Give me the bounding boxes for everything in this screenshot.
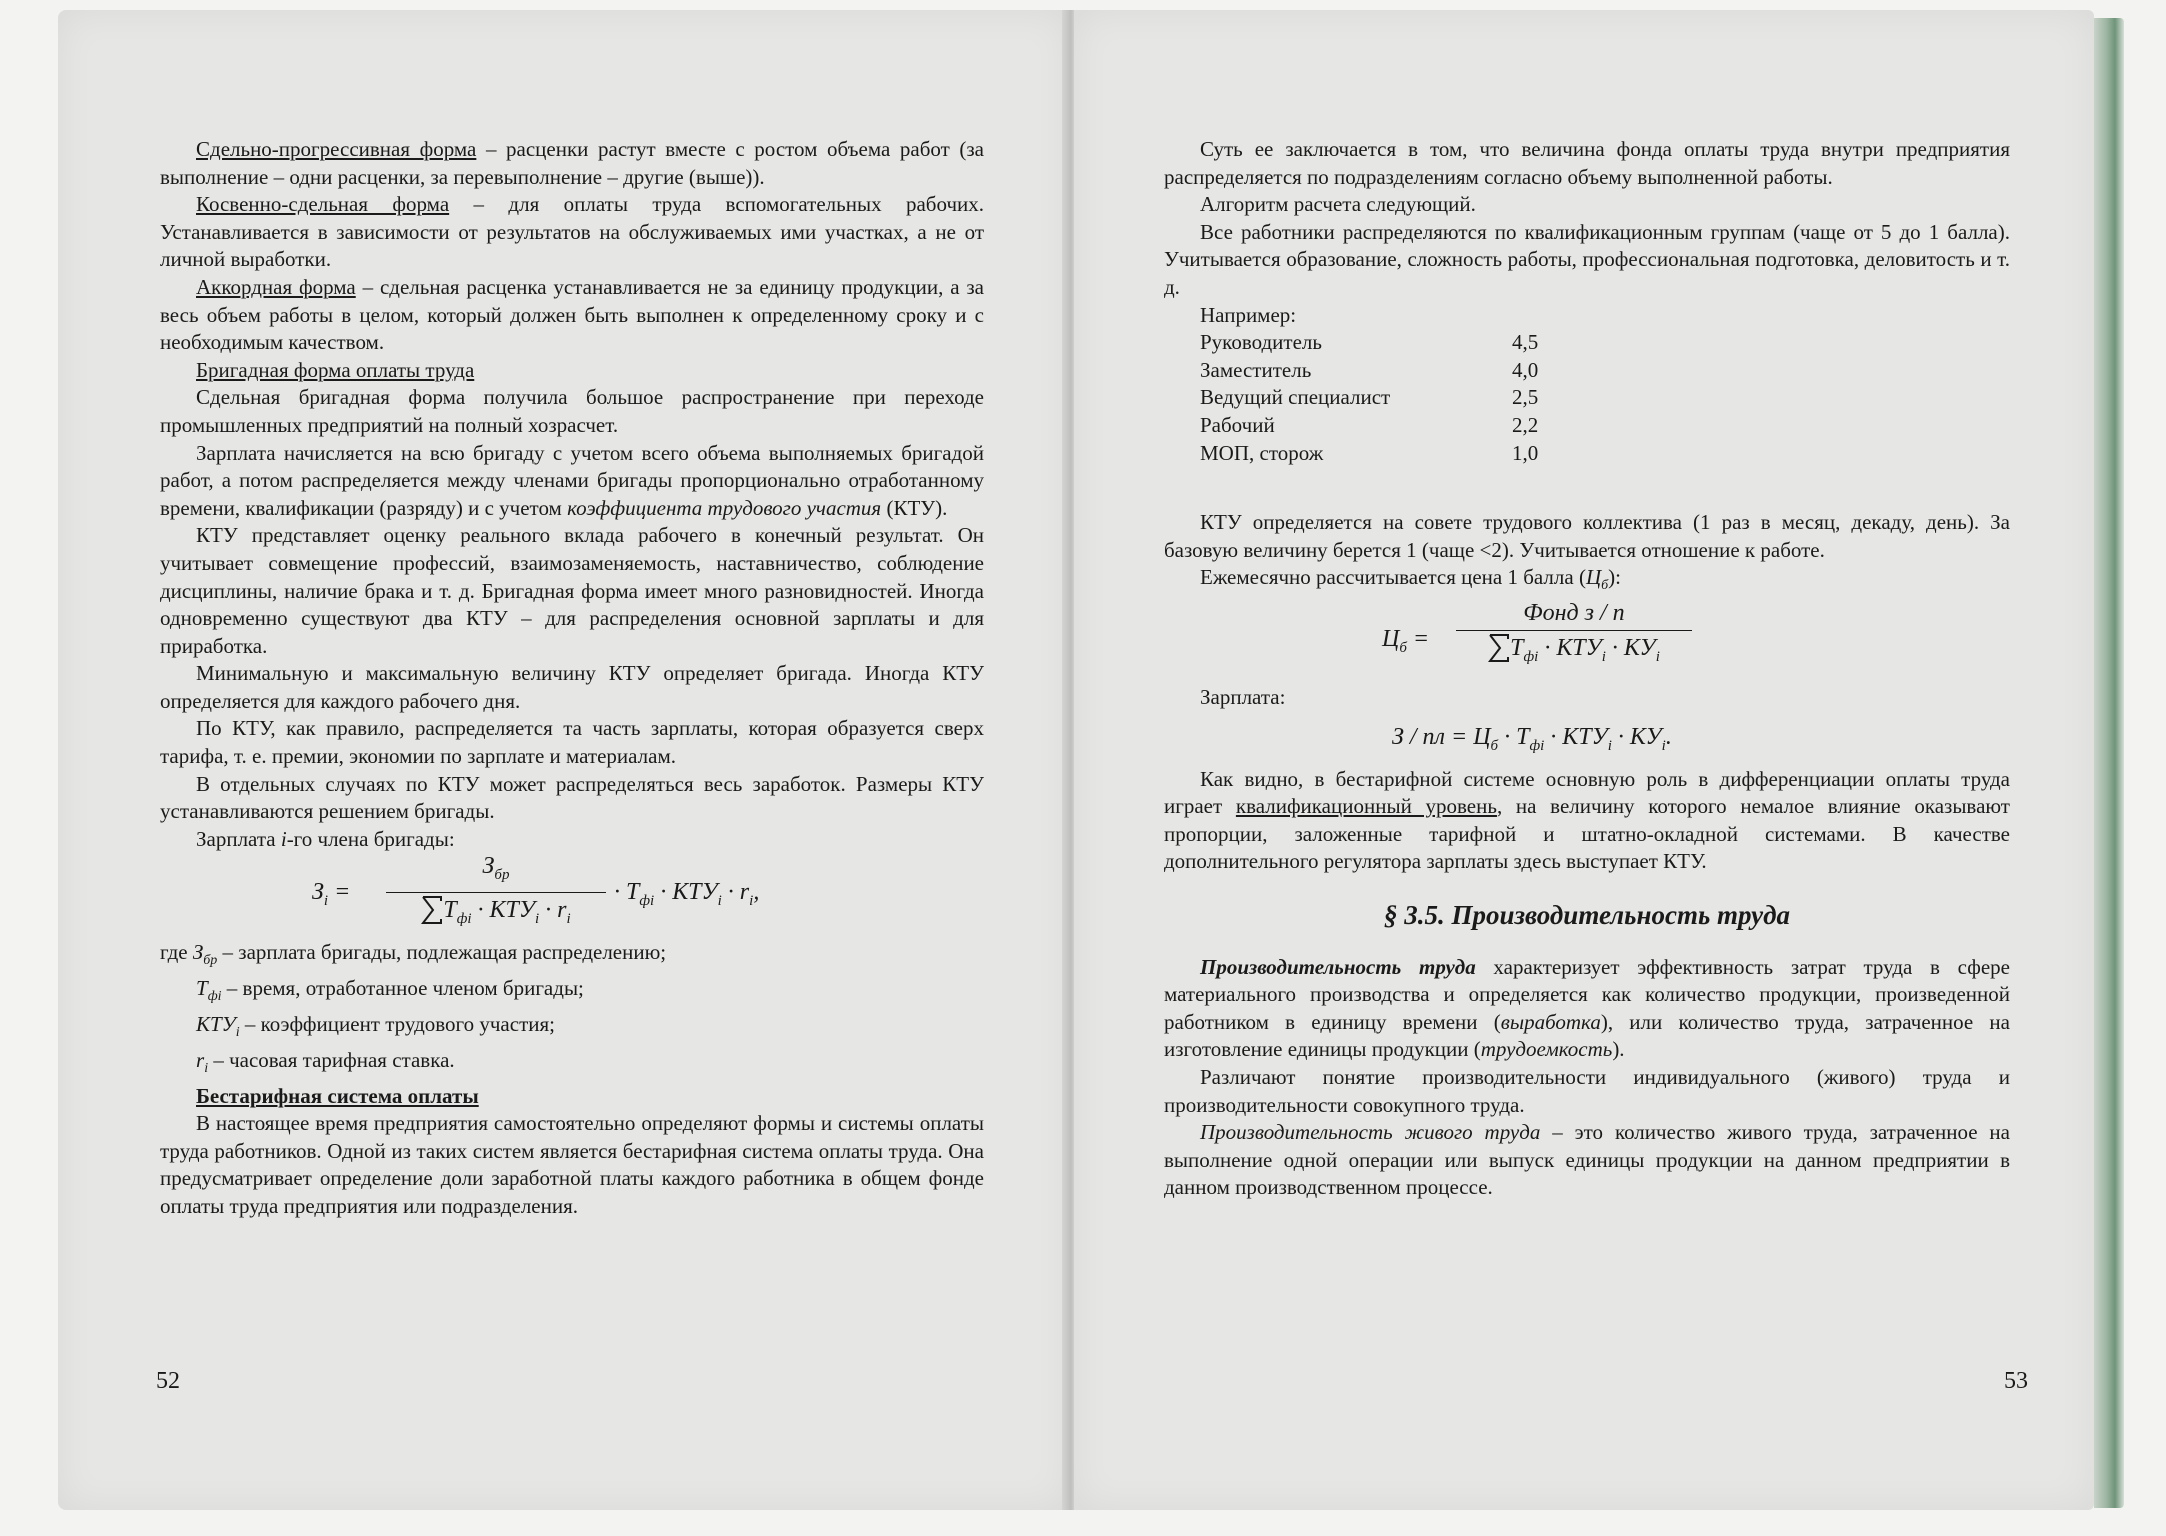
paragraph: Косвенно-сдельная форма – для оплаты труда вспомогательных рабочих. Устанавливается в зависимости от результатов на обслуживаемых ими участках, а не от личной выработки.	[160, 192, 984, 272]
legend-item: $Т_{фi}$ – время, отработанное членом бригады;	[196, 976, 584, 1005]
paragraph: Сдельная бригадная форма получила большое распространение при переходе промышленных предприятий на полный хозрасчет.	[160, 385, 984, 437]
paragraph: Алгоритм расчета следующий.	[1200, 192, 1476, 217]
paragraph: По КТУ, как правило, распределяется та часть зарплаты, которая образуется сверх тарифа, т. е. премии, экономии по зарплате и материалам.	[160, 716, 984, 769]
table-row: Ведущий специалист 2,5	[1200, 385, 1539, 410]
left-page-text	[160, 136, 984, 1221]
paragraph: Суть ее заключается в том, что величина фонда оплаты труда внутри предприятия распределяется по подразделениям согласно объему выполненной работы.	[1164, 137, 2010, 189]
formula-salary: З / пл = $Ц_б \cdot Т_{фi} \cdot КТУ_i \cdot КУ_i$.	[1392, 723, 1672, 754]
term: Косвенно-сдельная форма	[196, 192, 450, 217]
page-number: 52	[156, 1368, 180, 1394]
formula-point-price: $Ц_б$ = Фонд з / п $T_{фi} \cdot КТУ_i \cdot КУ_i$	[1164, 600, 2010, 684]
paragraph: Производительность живого труда – это количество живого труда, затраченное на выполнение одной операции или выпуск единицы продукции на данном предприятии в данном производственном процессе.	[1164, 1120, 2010, 1200]
formula-legend	[160, 939, 984, 1082]
book-edge	[2094, 18, 2124, 1508]
legend-item: $r_i$ – часовая тарифная ставка.	[196, 1047, 455, 1076]
page-number: 53	[2004, 1368, 2028, 1394]
paragraph: Ежемесячно рассчитывается цена 1 балла $(Ц_б)$:	[1200, 565, 1621, 594]
paragraph: КТУ представляет оценку реального вклада рабочего в конечный результат. Он учитывает совмещение профессий, взаимозаменяемость, наставничество, соблюдение дисциплины, наличие брака и т. д. Бригадная форма имеет много разновидностей. Иногда одновременно существуют два КТУ – для распределения основной зарплаты и для приработка.	[160, 523, 984, 658]
paragraph: Минимальную и максимальную величину КТУ определяет бригада. Иногда КТУ определяется для каждого рабочего дня.	[160, 661, 984, 713]
section-heading: § 3.5. Производительность труда	[1384, 900, 1790, 931]
table-row: Заместитель 4,0	[1200, 357, 1539, 382]
fraction: $З_{бр}$ $T_{фi} \cdot КТУ_i \cdot r_i$	[386, 853, 606, 933]
table-row: МОП, сторож 1,0	[1200, 440, 1539, 465]
paragraph: Все работники распределяются по квалификационным группам (чаще от 5 до 1 балла). Учитывается образование, сложность работы, профессиональная подготовка, деловитость и т. д.	[1164, 219, 2010, 299]
paragraph: Различают понятие производительности индивидуального (живого) труда и производительности совокупного труда.	[1164, 1065, 2010, 1117]
paragraph: В отдельных случаях по КТУ может распределяться весь заработок. Размеры КТУ устанавливаются решением бригады.	[160, 771, 984, 824]
paragraph: В настоящее время предприятия самостоятельно определяют формы и системы оплаты труда работников. Одной из таких систем является бестарифная система оплаты труда. Она предусматривает определение доли заработной платы каждого работника в общем фонде оплаты труда предприятия или подразделения.	[160, 1111, 984, 1218]
salary-label: Зарплата:	[1200, 685, 1286, 710]
subheading-brigade: Бригадная форма оплаты труда	[196, 357, 475, 382]
example-label: Например:	[1200, 302, 1297, 327]
paragraph: Сдельно-прогрессивная форма – расценки растут вместе с ростом объема работ (за выполнение – одни расценки, за перевыполнение – другие (выше)).	[160, 137, 985, 189]
term: Сдельно-прогрессивная форма	[196, 137, 477, 161]
paragraph: Зарплата i-го члена бригады:	[196, 826, 455, 851]
fraction: Фонд з / п $T_{фi} \cdot КТУ_i \cdot КУ_i$	[1456, 600, 1692, 671]
table-row: Руководитель 4,5	[1200, 330, 1539, 355]
left-page	[58, 10, 1070, 1510]
coefficient-table	[1200, 329, 1538, 467]
table-row: Рабочий 2,2	[1200, 412, 1539, 437]
paragraph: Зарплата начисляется на всю бригаду с учетом всего объема выполняемых бригадой работ, а потом распределяется между членами бригады пропорционально отработанному времени, квалификации (разряду) и с учетом коэффициента трудового участия (КТУ).	[160, 440, 984, 520]
paragraph: Как видно, в бестарифной системе основную роль в дифференциации оплаты труда играет квалификационный уровень, на величину которого немалое влияние оказывают пропорции, заложенные тарифной и штатно-окладной системами. В качестве дополнительного регулятора зарплаты здесь выступает КТУ.	[1164, 766, 2010, 874]
right-page-text	[1164, 136, 2010, 1202]
legend-item: где $З_{бр}$ – зарплата бригады, подлежащая распределению;	[160, 940, 667, 969]
term: Аккордная форма	[196, 274, 356, 299]
sum-icon	[421, 895, 443, 925]
paragraph: КТУ определяется на совете трудового коллектива (1 раз в месяц, декаду, день). За базовую величину берется 1 (чаще <2). Учитывается отношение к работе.	[1164, 510, 2010, 562]
right-page	[1074, 10, 2094, 1510]
subheading-tariffless: Бестарифная система оплаты	[196, 1083, 479, 1108]
paragraph: Аккордная форма – сдельная расценка устанавливается не за единицу продукции, а за весь объем работы в целом, который должен быть выполнен к определенному сроку и с необходимым качеством.	[160, 274, 984, 355]
legend-item: $КТУ_i$ – коэффициент трудового участия;	[196, 1012, 555, 1041]
formula-member-salary: $З_i$ = $З_{бр}$ $T_{фi} \cdot КТУ_i \cdot r_i$ · $T_{фi} \cdot КТУ_i \cdot r_i$,	[160, 853, 984, 939]
paragraph: Производительность труда характеризует эффективность затрат труда в сфере материального производства и определяется как количество продукции, произведенной работником в единицу времени (выработка), или количество труда, затраченное на изготовление единицы продукции (трудоемкость).	[1164, 954, 2010, 1062]
sum-icon	[1488, 633, 1510, 663]
